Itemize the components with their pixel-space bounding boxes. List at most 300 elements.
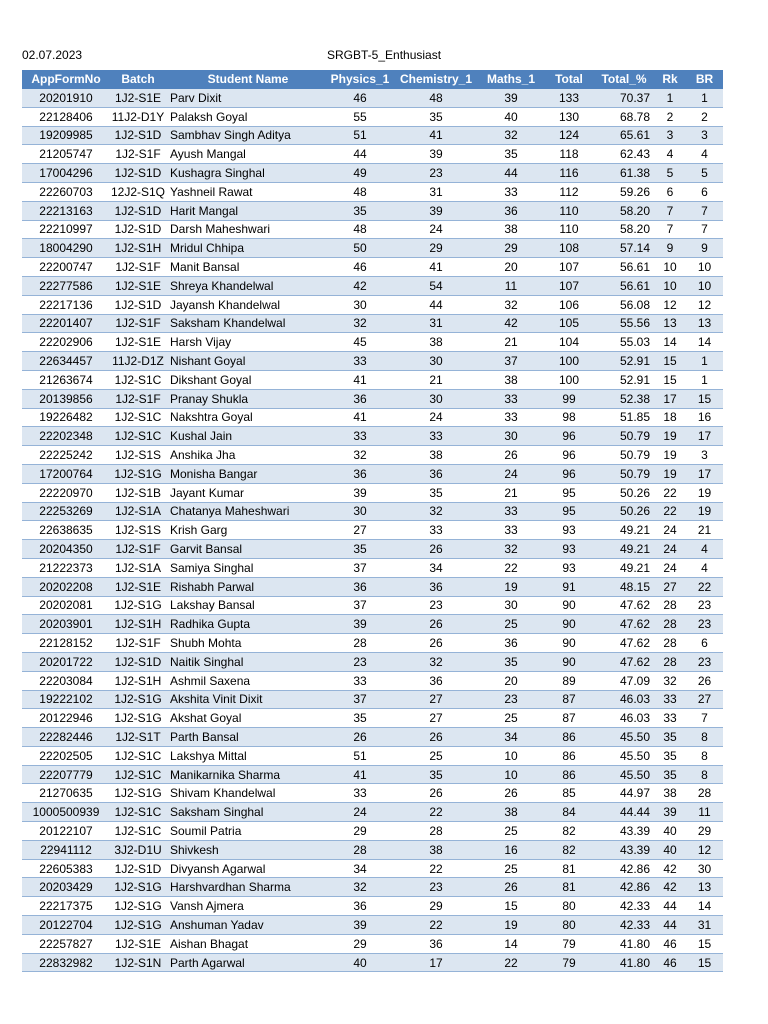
cell-student-name: Manikarnika Sharma bbox=[166, 765, 326, 784]
cell-batch: 1J2-S1D bbox=[110, 859, 166, 878]
cell-chemistry: 31 bbox=[394, 182, 478, 201]
cell-batch: 3J2-D1U bbox=[110, 840, 166, 859]
cell-physics: 39 bbox=[326, 916, 394, 935]
cell-student-name: Pranay Shukla bbox=[166, 389, 326, 408]
cell-chemistry: 39 bbox=[394, 201, 478, 220]
cell-chemistry: 44 bbox=[394, 295, 478, 314]
cell-student-name: Harshvardhan Sharma bbox=[166, 878, 326, 897]
col-header-total[interactable]: Total bbox=[544, 70, 594, 89]
cell-total-percent: 55.03 bbox=[594, 333, 654, 352]
cell-batch: 1J2-S1E bbox=[110, 333, 166, 352]
cell-physics: 40 bbox=[326, 953, 394, 972]
cell-batch-rank: 2 bbox=[686, 107, 723, 126]
cell-student-name: Samiya Singhal bbox=[166, 558, 326, 577]
cell-physics: 27 bbox=[326, 521, 394, 540]
table-row[interactable] bbox=[22, 709, 723, 728]
cell-rank: 13 bbox=[654, 314, 686, 333]
table-row[interactable] bbox=[22, 220, 723, 239]
cell-maths: 29 bbox=[478, 239, 544, 258]
cell-appformno: 19209985 bbox=[22, 126, 110, 145]
cell-batch-rank: 19 bbox=[686, 483, 723, 502]
cell-rank: 44 bbox=[654, 897, 686, 916]
cell-total-percent: 48.15 bbox=[594, 577, 654, 596]
cell-appformno: 22257827 bbox=[22, 934, 110, 953]
cell-student-name: Akshita Vinit Dixit bbox=[166, 690, 326, 709]
cell-physics: 37 bbox=[326, 690, 394, 709]
table-row[interactable] bbox=[22, 728, 723, 747]
cell-maths: 36 bbox=[478, 201, 544, 220]
cell-chemistry: 26 bbox=[394, 634, 478, 653]
cell-total: 104 bbox=[544, 333, 594, 352]
col-header-rank[interactable]: Rk bbox=[654, 70, 686, 89]
cell-total: 107 bbox=[544, 276, 594, 295]
table-row[interactable] bbox=[22, 446, 723, 465]
cell-student-name: Vansh Ajmera bbox=[166, 897, 326, 916]
cell-batch: 1J2-S1E bbox=[110, 934, 166, 953]
cell-appformno: 22941112 bbox=[22, 840, 110, 859]
table-row[interactable] bbox=[22, 258, 723, 277]
cell-student-name: Chatanya Maheshwari bbox=[166, 502, 326, 521]
cell-rank: 19 bbox=[654, 446, 686, 465]
cell-appformno: 20202081 bbox=[22, 596, 110, 615]
cell-appformno: 1000500939 bbox=[22, 803, 110, 822]
cell-chemistry: 23 bbox=[394, 878, 478, 897]
cell-total-percent: 45.50 bbox=[594, 765, 654, 784]
cell-chemistry: 34 bbox=[394, 558, 478, 577]
cell-student-name: Kushagra Singhal bbox=[166, 164, 326, 183]
cell-total: 110 bbox=[544, 201, 594, 220]
cell-total-percent: 44.44 bbox=[594, 803, 654, 822]
cell-batch: 1J2-S1C bbox=[110, 822, 166, 841]
cell-maths: 33 bbox=[478, 521, 544, 540]
cell-batch-rank: 17 bbox=[686, 464, 723, 483]
cell-maths: 22 bbox=[478, 953, 544, 972]
cell-total: 81 bbox=[544, 859, 594, 878]
cell-appformno: 20122704 bbox=[22, 916, 110, 935]
cell-physics: 28 bbox=[326, 634, 394, 653]
table-row[interactable] bbox=[22, 276, 723, 295]
cell-student-name: Naitik Singhal bbox=[166, 652, 326, 671]
cell-appformno: 21205747 bbox=[22, 145, 110, 164]
col-header-batch[interactable]: Batch bbox=[110, 70, 166, 89]
cell-chemistry: 28 bbox=[394, 822, 478, 841]
cell-total-percent: 61.38 bbox=[594, 164, 654, 183]
cell-total: 105 bbox=[544, 314, 594, 333]
cell-appformno: 22605383 bbox=[22, 859, 110, 878]
cell-batch-rank: 17 bbox=[686, 427, 723, 446]
table-row[interactable] bbox=[22, 803, 723, 822]
table-row[interactable] bbox=[22, 182, 723, 201]
cell-total-percent: 45.50 bbox=[594, 746, 654, 765]
table-row[interactable] bbox=[22, 652, 723, 671]
cell-appformno: 22832982 bbox=[22, 953, 110, 972]
cell-total: 93 bbox=[544, 558, 594, 577]
cell-rank: 17 bbox=[654, 389, 686, 408]
cell-physics: 36 bbox=[326, 897, 394, 916]
cell-physics: 46 bbox=[326, 89, 394, 108]
cell-batch: 1J2-S1N bbox=[110, 953, 166, 972]
col-header-chemistry[interactable]: Chemistry_1 bbox=[394, 70, 478, 89]
cell-total-percent: 50.79 bbox=[594, 427, 654, 446]
cell-student-name: Jayant Kumar bbox=[166, 483, 326, 502]
cell-rank: 15 bbox=[654, 352, 686, 371]
table-row[interactable] bbox=[22, 483, 723, 502]
table-row[interactable] bbox=[22, 314, 723, 333]
cell-batch-rank: 3 bbox=[686, 126, 723, 145]
cell-rank: 28 bbox=[654, 615, 686, 634]
cell-chemistry: 27 bbox=[394, 690, 478, 709]
cell-appformno: 22202505 bbox=[22, 746, 110, 765]
cell-appformno: 22217136 bbox=[22, 295, 110, 314]
cell-total-percent: 42.86 bbox=[594, 878, 654, 897]
cell-total: 90 bbox=[544, 634, 594, 653]
table-row[interactable] bbox=[22, 916, 723, 935]
cell-chemistry: 26 bbox=[394, 728, 478, 747]
table-row[interactable] bbox=[22, 126, 723, 145]
table-row[interactable] bbox=[22, 822, 723, 841]
cell-batch-rank: 8 bbox=[686, 728, 723, 747]
cell-rank: 32 bbox=[654, 671, 686, 690]
table-row[interactable] bbox=[22, 746, 723, 765]
cell-maths: 26 bbox=[478, 878, 544, 897]
cell-batch-rank: 23 bbox=[686, 596, 723, 615]
cell-appformno: 17200764 bbox=[22, 464, 110, 483]
cell-rank: 10 bbox=[654, 258, 686, 277]
table-row[interactable] bbox=[22, 634, 723, 653]
cell-total-percent: 49.21 bbox=[594, 521, 654, 540]
cell-appformno: 20139856 bbox=[22, 389, 110, 408]
cell-chemistry: 54 bbox=[394, 276, 478, 295]
cell-appformno: 20203429 bbox=[22, 878, 110, 897]
cell-batch: 12J2-S1Q bbox=[110, 182, 166, 201]
cell-batch-rank: 7 bbox=[686, 201, 723, 220]
table-header-row bbox=[22, 70, 723, 89]
cell-rank: 24 bbox=[654, 521, 686, 540]
cell-batch-rank: 14 bbox=[686, 333, 723, 352]
cell-physics: 37 bbox=[326, 596, 394, 615]
table-row[interactable] bbox=[22, 765, 723, 784]
cell-chemistry: 48 bbox=[394, 89, 478, 108]
cell-appformno: 22253269 bbox=[22, 502, 110, 521]
cell-total-percent: 47.62 bbox=[594, 596, 654, 615]
cell-batch-rank: 13 bbox=[686, 314, 723, 333]
cell-batch-rank: 15 bbox=[686, 953, 723, 972]
cell-maths: 34 bbox=[478, 728, 544, 747]
cell-maths: 32 bbox=[478, 540, 544, 559]
cell-maths: 40 bbox=[478, 107, 544, 126]
col-header-appformno[interactable]: AppFormNo bbox=[22, 70, 110, 89]
table-row[interactable] bbox=[22, 370, 723, 389]
table-row[interactable] bbox=[22, 389, 723, 408]
cell-student-name: Monisha Bangar bbox=[166, 464, 326, 483]
cell-student-name: Rishabh Parwal bbox=[166, 577, 326, 596]
cell-chemistry: 26 bbox=[394, 615, 478, 634]
table-row[interactable] bbox=[22, 615, 723, 634]
table-row[interactable] bbox=[22, 107, 723, 126]
cell-batch-rank: 7 bbox=[686, 220, 723, 239]
cell-batch: 1J2-S1S bbox=[110, 446, 166, 465]
cell-maths: 33 bbox=[478, 182, 544, 201]
cell-rank: 39 bbox=[654, 803, 686, 822]
cell-total: 116 bbox=[544, 164, 594, 183]
table-row[interactable] bbox=[22, 690, 723, 709]
cell-batch: 1J2-S1E bbox=[110, 577, 166, 596]
col-header-physics[interactable]: Physics_1 bbox=[326, 70, 394, 89]
cell-batch-rank: 30 bbox=[686, 859, 723, 878]
col-header-maths[interactable]: Maths_1 bbox=[478, 70, 544, 89]
table-row[interactable] bbox=[22, 89, 723, 108]
cell-total-percent: 46.03 bbox=[594, 690, 654, 709]
cell-total: 93 bbox=[544, 540, 594, 559]
col-header-student-name[interactable]: Student Name bbox=[166, 70, 326, 89]
col-header-total-percent[interactable]: Total_% bbox=[594, 70, 654, 89]
cell-appformno: 18004290 bbox=[22, 239, 110, 258]
cell-physics: 33 bbox=[326, 784, 394, 803]
table-row[interactable] bbox=[22, 934, 723, 953]
cell-rank: 19 bbox=[654, 464, 686, 483]
cell-maths: 42 bbox=[478, 314, 544, 333]
cell-total-percent: 49.21 bbox=[594, 540, 654, 559]
cell-chemistry: 35 bbox=[394, 107, 478, 126]
cell-total: 85 bbox=[544, 784, 594, 803]
table-row[interactable] bbox=[22, 239, 723, 258]
cell-physics: 41 bbox=[326, 370, 394, 389]
cell-total-percent: 58.20 bbox=[594, 220, 654, 239]
cell-total: 118 bbox=[544, 145, 594, 164]
cell-maths: 39 bbox=[478, 89, 544, 108]
cell-physics: 36 bbox=[326, 464, 394, 483]
cell-batch-rank: 22 bbox=[686, 577, 723, 596]
cell-rank: 35 bbox=[654, 765, 686, 784]
cell-rank: 5 bbox=[654, 164, 686, 183]
cell-rank: 38 bbox=[654, 784, 686, 803]
cell-physics: 39 bbox=[326, 615, 394, 634]
cell-appformno: 22634457 bbox=[22, 352, 110, 371]
cell-appformno: 22220970 bbox=[22, 483, 110, 502]
cell-student-name: Akshat Goyal bbox=[166, 709, 326, 728]
cell-maths: 15 bbox=[478, 897, 544, 916]
cell-batch-rank: 1 bbox=[686, 352, 723, 371]
cell-batch-rank: 21 bbox=[686, 521, 723, 540]
cell-batch: 1J2-S1C bbox=[110, 408, 166, 427]
cell-batch-rank: 8 bbox=[686, 765, 723, 784]
cell-student-name: Nishant Goyal bbox=[166, 352, 326, 371]
cell-batch-rank: 4 bbox=[686, 558, 723, 577]
cell-chemistry: 31 bbox=[394, 314, 478, 333]
page-header bbox=[22, 48, 722, 66]
table-row[interactable] bbox=[22, 671, 723, 690]
cell-chemistry: 33 bbox=[394, 521, 478, 540]
cell-chemistry: 25 bbox=[394, 746, 478, 765]
cell-chemistry: 22 bbox=[394, 916, 478, 935]
cell-chemistry: 23 bbox=[394, 596, 478, 615]
cell-total: 100 bbox=[544, 370, 594, 389]
cell-batch: 1J2-S1G bbox=[110, 878, 166, 897]
table-row[interactable] bbox=[22, 558, 723, 577]
table-row[interactable] bbox=[22, 784, 723, 803]
cell-chemistry: 30 bbox=[394, 352, 478, 371]
cell-maths: 32 bbox=[478, 126, 544, 145]
cell-total-percent: 43.39 bbox=[594, 822, 654, 841]
table-row[interactable] bbox=[22, 859, 723, 878]
cell-rank: 28 bbox=[654, 652, 686, 671]
cell-maths: 21 bbox=[478, 483, 544, 502]
cell-rank: 28 bbox=[654, 634, 686, 653]
cell-batch: 1J2-S1T bbox=[110, 728, 166, 747]
table-row[interactable] bbox=[22, 577, 723, 596]
cell-student-name: Shreya Khandelwal bbox=[166, 276, 326, 295]
cell-student-name: Anshuman Yadav bbox=[166, 916, 326, 935]
cell-maths: 25 bbox=[478, 859, 544, 878]
cell-student-name: Jayansh Khandelwal bbox=[166, 295, 326, 314]
table-row[interactable] bbox=[22, 502, 723, 521]
cell-total: 93 bbox=[544, 521, 594, 540]
table-row[interactable] bbox=[22, 164, 723, 183]
table-row[interactable] bbox=[22, 352, 723, 371]
cell-batch: 1J2-S1D bbox=[110, 201, 166, 220]
cell-batch: 1J2-S1H bbox=[110, 671, 166, 690]
cell-physics: 41 bbox=[326, 765, 394, 784]
table-row[interactable] bbox=[22, 540, 723, 559]
cell-student-name: Dikshant Goyal bbox=[166, 370, 326, 389]
cell-rank: 44 bbox=[654, 916, 686, 935]
cell-total: 80 bbox=[544, 916, 594, 935]
cell-total-percent: 50.26 bbox=[594, 483, 654, 502]
cell-batch-rank: 12 bbox=[686, 840, 723, 859]
cell-total: 107 bbox=[544, 258, 594, 277]
cell-physics: 35 bbox=[326, 709, 394, 728]
cell-appformno: 20203901 bbox=[22, 615, 110, 634]
table-row[interactable] bbox=[22, 145, 723, 164]
cell-rank: 33 bbox=[654, 709, 686, 728]
cell-rank: 42 bbox=[654, 878, 686, 897]
cell-physics: 29 bbox=[326, 822, 394, 841]
cell-rank: 35 bbox=[654, 728, 686, 747]
cell-total-percent: 45.50 bbox=[594, 728, 654, 747]
cell-maths: 35 bbox=[478, 145, 544, 164]
cell-batch-rank: 14 bbox=[686, 897, 723, 916]
cell-total-percent: 59.26 bbox=[594, 182, 654, 201]
cell-student-name: Yashneil Rawat bbox=[166, 182, 326, 201]
cell-batch: 1J2-S1D bbox=[110, 126, 166, 145]
cell-total: 98 bbox=[544, 408, 594, 427]
cell-rank: 15 bbox=[654, 370, 686, 389]
cell-batch: 1J2-S1F bbox=[110, 634, 166, 653]
cell-student-name: Parv Dixit bbox=[166, 89, 326, 108]
cell-physics: 36 bbox=[326, 577, 394, 596]
cell-maths: 19 bbox=[478, 916, 544, 935]
cell-total-percent: 56.08 bbox=[594, 295, 654, 314]
cell-student-name: Ashmil Saxena bbox=[166, 671, 326, 690]
cell-maths: 26 bbox=[478, 446, 544, 465]
cell-chemistry: 41 bbox=[394, 258, 478, 277]
cell-batch-rank: 13 bbox=[686, 878, 723, 897]
table-row[interactable] bbox=[22, 521, 723, 540]
cell-total: 86 bbox=[544, 765, 594, 784]
cell-student-name: Soumil Patria bbox=[166, 822, 326, 841]
cell-chemistry: 24 bbox=[394, 220, 478, 239]
table-row[interactable] bbox=[22, 295, 723, 314]
cell-batch: 1J2-S1F bbox=[110, 145, 166, 164]
cell-chemistry: 33 bbox=[394, 427, 478, 446]
table-row[interactable] bbox=[22, 408, 723, 427]
cell-total-percent: 56.61 bbox=[594, 276, 654, 295]
cell-chemistry: 38 bbox=[394, 840, 478, 859]
cell-batch-rank: 11 bbox=[686, 803, 723, 822]
cell-physics: 32 bbox=[326, 314, 394, 333]
cell-appformno: 20201722 bbox=[22, 652, 110, 671]
cell-physics: 41 bbox=[326, 408, 394, 427]
cell-batch-rank: 19 bbox=[686, 502, 723, 521]
cell-batch-rank: 10 bbox=[686, 258, 723, 277]
cell-appformno: 21270635 bbox=[22, 784, 110, 803]
table-row[interactable] bbox=[22, 897, 723, 916]
cell-maths: 33 bbox=[478, 502, 544, 521]
cell-batch: 1J2-S1C bbox=[110, 803, 166, 822]
cell-student-name: Mridul Chhipa bbox=[166, 239, 326, 258]
cell-total: 91 bbox=[544, 577, 594, 596]
cell-chemistry: 23 bbox=[394, 164, 478, 183]
cell-physics: 48 bbox=[326, 182, 394, 201]
cell-maths: 38 bbox=[478, 220, 544, 239]
cell-total: 90 bbox=[544, 652, 594, 671]
cell-student-name: Sambhav Singh Aditya bbox=[166, 126, 326, 145]
cell-appformno: 20122107 bbox=[22, 822, 110, 841]
cell-rank: 40 bbox=[654, 840, 686, 859]
cell-total: 89 bbox=[544, 671, 594, 690]
cell-rank: 9 bbox=[654, 239, 686, 258]
cell-chemistry: 26 bbox=[394, 540, 478, 559]
cell-batch-rank: 31 bbox=[686, 916, 723, 935]
cell-total-percent: 41.80 bbox=[594, 953, 654, 972]
col-header-batch-rank[interactable]: BR bbox=[686, 70, 723, 89]
table-row[interactable] bbox=[22, 878, 723, 897]
cell-batch-rank: 4 bbox=[686, 540, 723, 559]
cell-physics: 51 bbox=[326, 126, 394, 145]
cell-physics: 39 bbox=[326, 483, 394, 502]
table-row[interactable] bbox=[22, 427, 723, 446]
cell-chemistry: 36 bbox=[394, 671, 478, 690]
table-row[interactable] bbox=[22, 464, 723, 483]
cell-maths: 25 bbox=[478, 615, 544, 634]
cell-maths: 23 bbox=[478, 690, 544, 709]
table-row[interactable] bbox=[22, 596, 723, 615]
cell-chemistry: 32 bbox=[394, 652, 478, 671]
cell-batch-rank: 9 bbox=[686, 239, 723, 258]
cell-appformno: 22260703 bbox=[22, 182, 110, 201]
table-row[interactable] bbox=[22, 840, 723, 859]
cell-physics: 29 bbox=[326, 934, 394, 953]
table-row[interactable] bbox=[22, 953, 723, 972]
cell-chemistry: 41 bbox=[394, 126, 478, 145]
cell-student-name: Shubh Mohta bbox=[166, 634, 326, 653]
cell-batch: 11J2-D1Y bbox=[110, 107, 166, 126]
cell-batch: 1J2-S1S bbox=[110, 521, 166, 540]
cell-chemistry: 36 bbox=[394, 464, 478, 483]
table-row[interactable] bbox=[22, 201, 723, 220]
cell-batch: 1J2-S1E bbox=[110, 89, 166, 108]
cell-physics: 26 bbox=[326, 728, 394, 747]
cell-rank: 3 bbox=[654, 126, 686, 145]
table-row[interactable] bbox=[22, 333, 723, 352]
cell-maths: 16 bbox=[478, 840, 544, 859]
cell-maths: 32 bbox=[478, 295, 544, 314]
cell-chemistry: 22 bbox=[394, 859, 478, 878]
cell-rank: 22 bbox=[654, 483, 686, 502]
cell-batch: 1J2-S1D bbox=[110, 295, 166, 314]
cell-batch: 1J2-S1A bbox=[110, 558, 166, 577]
cell-total-percent: 42.33 bbox=[594, 897, 654, 916]
